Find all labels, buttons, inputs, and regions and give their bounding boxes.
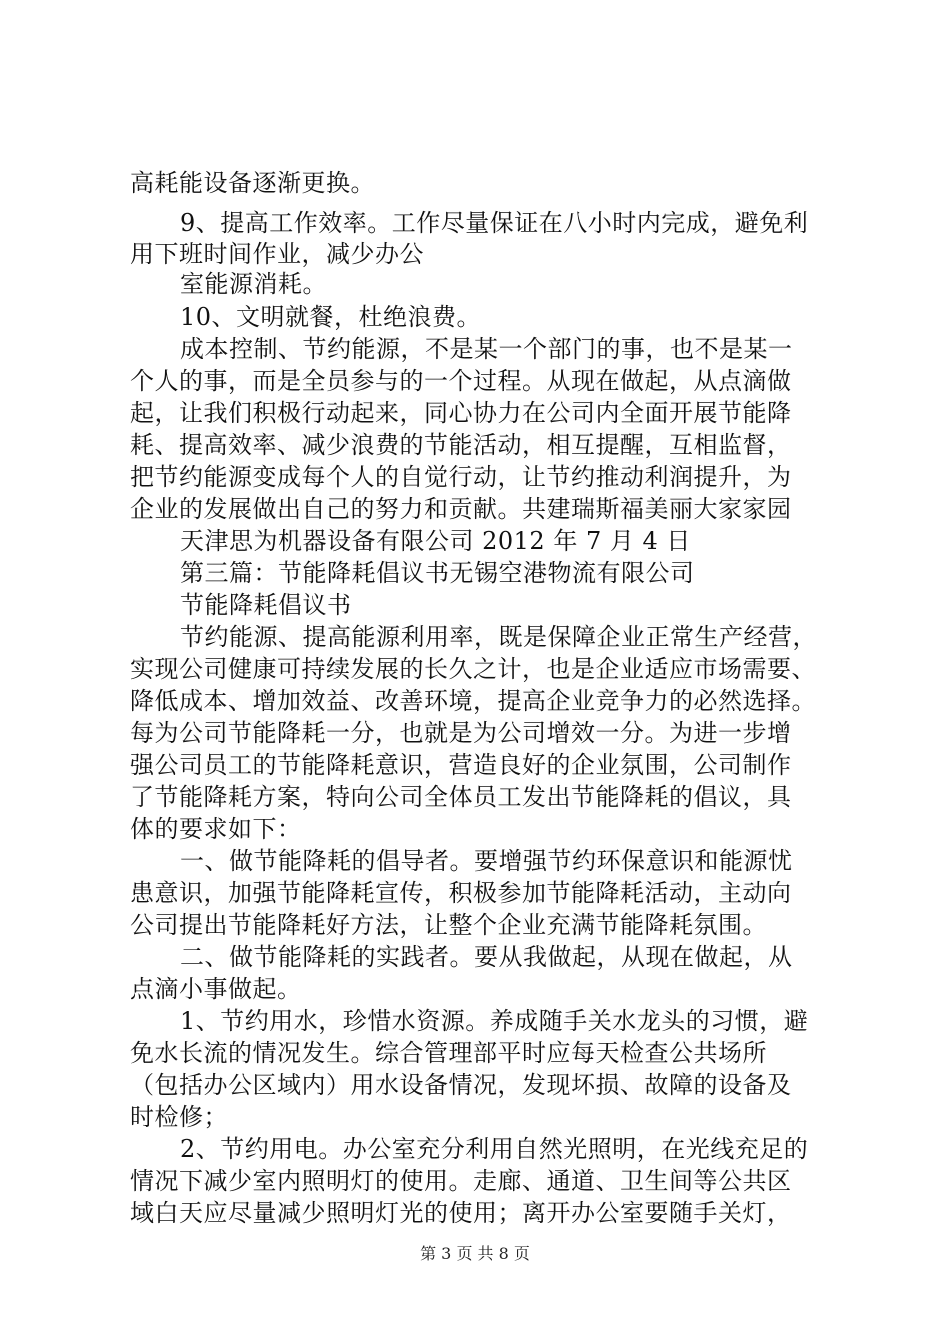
text-line-25: 二、做节能降耗的实践者。要从我做起，从现在做起，从 [180,943,793,971]
text-line-15: 节约能源、提高能源利用率，既是保障企业正常生产经营， [180,623,817,651]
text-line-31: 2、节约用电。办公室充分利用自然光照明，在光线充足的 [180,1135,809,1163]
text-line-9: 耗、提高效率、减少浪费的节能活动，相互提醒，互相监督， [130,431,792,459]
text-line-24: 公司提出节能降耗好方法，让整个企业充满节能降耗氛围。 [130,911,767,939]
text-line-26: 点滴小事做起。 [130,975,302,1003]
text-line-6: 成本控制、节约能源，不是某一个部门的事，也不是某一 [180,335,793,363]
text-line-19: 强公司员工的节能降耗意识，营造良好的企业氛围，公司制作 [130,751,792,779]
text-line-10: 把节约能源变成每个人的自觉行动，让节约推动利润提升，为 [130,463,792,491]
text-line-23: 患意识，加强节能降耗宣传，积极参加节能降耗活动，主动向 [130,879,792,907]
text-line-33: 域白天应尽量减少照明灯光的使用；离开办公室要随手关灯， [130,1199,792,1227]
text-line-3: 用下班时间作业，减少办公 [130,240,424,268]
text-line-8: 起，让我们积极行动起来，同心协力在公司内全面开展节能降 [130,399,792,427]
text-line-28: 免水长流的情况发生。综合管理部平时应每天检查公共场所 [130,1039,767,1067]
text-line-27: 1、节约用水，珍惜水资源。养成随手关水龙头的习惯，避 [180,1007,809,1035]
text-line-17: 降低成本、增加效益、改善环境，提高企业竞争力的必然选择。 [130,687,816,715]
text-line-29: （包括办公区域内）用水设备情况，发现坏损、故障的设备及 [130,1071,792,1099]
text-line-21: 体的要求如下： [130,815,302,843]
text-line-13: 第三篇：节能降耗倡议书无锡空港物流有限公司 [180,559,695,587]
text-line-2: 9、提高工作效率。工作尽量保证在八小时内完成，避免利 [180,209,809,237]
page-number-footer: 第 3 页 共 8 页 [420,1244,530,1263]
text-line-20: 了节能降耗方案，特向公司全体员工发出节能降耗的倡议，具 [130,783,792,811]
text-line-32: 情况下减少室内照明灯的使用。走廊、通道、卫生间等公共区 [130,1167,792,1195]
text-line-16: 实现公司健康可持续发展的长久之计，也是企业适应市场需要、 [130,655,816,683]
text-line-14: 节能降耗倡议书 [180,591,352,619]
text-line-5: 10、文明就餐，杜绝浪费。 [180,303,482,331]
text-line-1: 高耗能设备逐渐更换。 [130,169,375,197]
text-line-18: 每为公司节能降耗一分，也就是为公司增效一分。为进一步增 [130,719,792,747]
text-line-12: 天津思为机器设备有限公司 2012 年 7 月 4 日 [180,527,691,555]
text-line-11: 企业的发展做出自己的努力和贡献。共建瑞斯福美丽大家家园 [130,495,792,523]
text-line-22: 一、做节能降耗的倡导者。要增强节约环保意识和能源忧 [180,847,793,875]
text-line-30: 时检修； [130,1103,228,1131]
text-line-7: 个人的事，而是全员参与的一个过程。从现在做起，从点滴做 [130,367,792,395]
text-line-4: 室能源消耗。 [180,270,327,298]
